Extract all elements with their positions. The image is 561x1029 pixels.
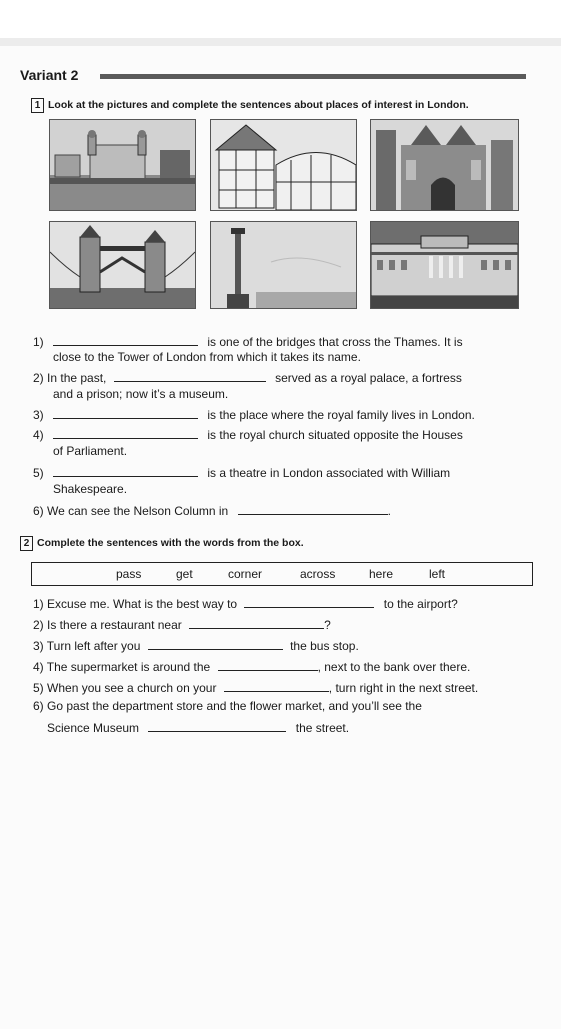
task2-heading [20, 536, 304, 551]
task2-instruction: Complete the sentences with the words from the box. [37, 537, 304, 549]
task1-item-5-cont: Shakespeare. [53, 482, 128, 496]
nelson-column-icon [210, 221, 357, 309]
answer-blank[interactable] [53, 427, 198, 439]
word-here: here [369, 567, 394, 581]
task2-number: 2 [20, 536, 33, 551]
task1-item-2-cont: and a prison; now it’s a museum. [53, 387, 229, 401]
task1-instruction: Look at the pictures and complete the sentences about places of interest in London. [48, 99, 469, 111]
task1-item-6: 6) We can see the Nelson Column in . [33, 504, 391, 518]
answer-blank[interactable] [238, 503, 388, 515]
task2-item-6: 6) Go past the department store and the flower market, and you’ll see the [33, 699, 422, 713]
variant-title: Variant 2 [20, 67, 79, 83]
word-corner: corner [228, 567, 263, 581]
task2-item-1: 1) Excuse me. What is the best way to to the airport? [33, 597, 458, 611]
title-rule [100, 74, 526, 79]
task2-item-4: 4) The supermarket is around the , next to the bank over there. [33, 660, 471, 674]
answer-blank[interactable] [244, 596, 374, 608]
task2-item-2: 2) Is there a restaurant near ? [33, 618, 331, 632]
top-divider [0, 38, 561, 46]
answer-blank[interactable] [224, 680, 329, 692]
answer-blank[interactable] [189, 617, 324, 629]
buckingham-palace-icon [370, 221, 519, 309]
answer-blank[interactable] [148, 720, 286, 732]
task1-heading [31, 98, 469, 113]
task1-item-4: 4) is the royal church situated opposite the Houses [33, 428, 463, 442]
answer-blank[interactable] [53, 465, 198, 477]
westminster-abbey-icon [370, 119, 519, 211]
word-across: across [300, 567, 336, 581]
task1-item-1-cont: close to the Tower of London from which it takes its name. [53, 350, 361, 364]
task1-item-3: 3) is the place where the royal family lives in London. [33, 408, 475, 422]
task1-item-5: 5) is a theatre in London associated with William [33, 466, 451, 480]
answer-blank[interactable] [114, 370, 266, 382]
task1-number: 1 [31, 98, 44, 113]
task2-item-6-cont: Science Museum the street. [47, 721, 350, 735]
word-box [31, 562, 533, 586]
tower-of-london-icon [49, 119, 196, 211]
answer-blank[interactable] [53, 334, 198, 346]
task1-item-4-cont: of Parliament. [53, 444, 128, 458]
tower-bridge-icon [49, 221, 196, 309]
word-get: get [176, 567, 193, 581]
answer-blank[interactable] [148, 638, 283, 650]
answer-blank[interactable] [53, 407, 198, 419]
task2-item-5: 5) When you see a church on your , turn right in the next street. [33, 681, 479, 695]
task1-item-1: 1) is one of the bridges that cross the Thames. It is [33, 335, 463, 349]
word-pass: pass [116, 567, 142, 581]
top-band [0, 0, 561, 38]
task2-item-3: 3) Turn left after you the bus stop. [33, 639, 359, 653]
task1-item-2: 2) In the past, served as a royal palace, a fortress [33, 371, 462, 385]
word-left: left [429, 567, 446, 581]
answer-blank[interactable] [218, 659, 318, 671]
globe-theatre-icon [210, 119, 357, 211]
